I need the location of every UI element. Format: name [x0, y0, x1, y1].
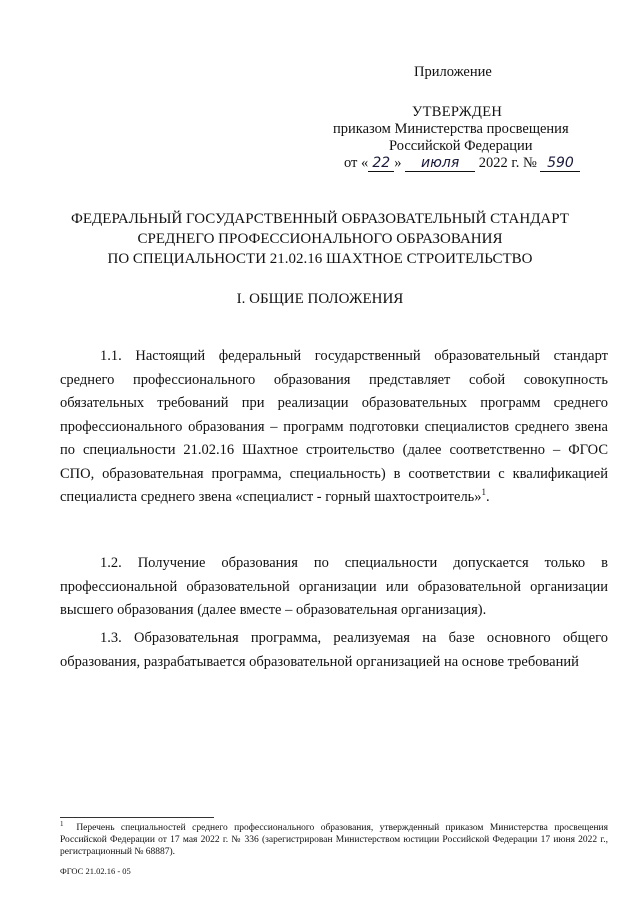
- footnote-text: Перечень специальностей среднего профессионального образования, утвержденный приказом Министерства просвещения Российской Федерации от 17 мая 2022 г. № 336 (зарегистрирован Министерством юстиции Российской Федерации 17 июня 2022 г., регистрационный № 68887).: [60, 823, 608, 857]
- paragraph-1-3: [60, 627, 608, 674]
- footnote-mark: 1: [60, 819, 64, 828]
- footnote: [60, 819, 608, 858]
- order-day: 22: [368, 155, 394, 172]
- document-title: [40, 209, 600, 269]
- footnote-reference: 1: [481, 487, 487, 498]
- title-line-3: ПО СПЕЦИАЛЬНОСТИ 21.02.16 ШАХТНОЕ СТРОИТЕЛЬСТВО: [107, 251, 533, 267]
- title-line-2: СРЕДНЕГО ПРОФЕССИОНАЛЬНОГО ОБРАЗОВАНИЯ: [137, 231, 503, 247]
- order-issuer-country: Российской Федерации: [389, 138, 533, 154]
- paragraph-1-1: [60, 345, 608, 510]
- date-day-suffix: »: [394, 155, 402, 171]
- footnote-divider: [60, 817, 214, 818]
- paragraph-1-1-end: .: [486, 489, 490, 505]
- order-year: 2022 г. №: [478, 155, 537, 171]
- paragraph-1-1-text: 1.1. Настоящий федеральный государственный образовательный стандарт среднего профессионального образования представляет собой совокупность обязательных требований при реализации образовательных программ среднего профессионального образования – программ подготовки специалистов среднего звена по специальности 21.02.16 Шахтное строительство (далее соответственно – ФГОС СПО, образовательная программа, специальность) в соответствии с квалификацией специалиста среднего звена «специалист - горный шахтостроитель»: [60, 348, 608, 505]
- order-month: июля: [405, 155, 475, 172]
- paragraph-1-2: [60, 552, 608, 623]
- approved-label: УТВЕРЖДЕН: [412, 104, 503, 120]
- paragraph-1-3-text: 1.3. Образовательная программа, реализуемая на базе основного общего образования, разрабатывается образовательной организацией на основе требований: [60, 630, 608, 670]
- appendix-label: Приложение: [414, 64, 492, 80]
- document-code: ФГОС 21.02.16 - 05: [60, 866, 131, 876]
- paragraph-1-2-text: 1.2. Получение образования по специальности допускается только в профессиональной образовательной организации или образовательной организации высшего образования (далее вместе – образовательная организация).: [60, 555, 608, 618]
- date-prefix: от «: [344, 155, 369, 171]
- title-line-1: ФЕДЕРАЛЬНЫЙ ГОСУДАРСТВЕННЫЙ ОБРАЗОВАТЕЛЬНЫЙ СТАНДАРТ: [71, 211, 569, 227]
- order-issuer: приказом Министерства просвещения: [333, 121, 569, 137]
- section-heading: I. ОБЩИЕ ПОЛОЖЕНИЯ: [236, 291, 404, 307]
- order-number: 590: [540, 155, 580, 172]
- order-date-line: [344, 155, 580, 172]
